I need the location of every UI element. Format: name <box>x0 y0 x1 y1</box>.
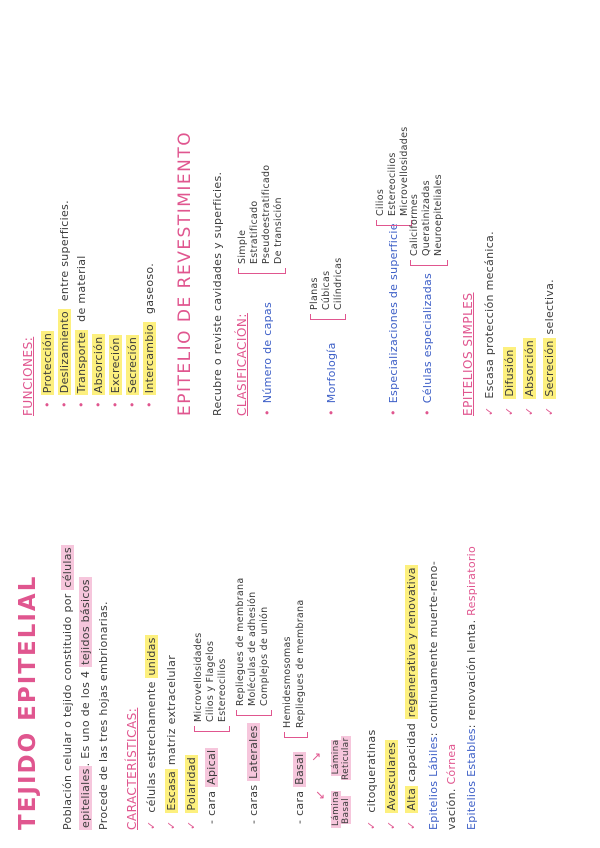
epitelios-labiles: Epitelios Lábiles: continuamente muerte-reno- <box>427 560 440 830</box>
caract-item-6: ✓ Alta capacidad regenerativa y renovativa <box>405 567 418 830</box>
funcion-item: •Absorción <box>92 336 105 408</box>
highlight-celulas: células <box>61 547 74 588</box>
check-icon: ✓ <box>543 406 556 416</box>
lamina-reticular-label: Lámina Reticular <box>331 737 351 780</box>
recubre-text: Recubre o reviste cavidades y superficies. <box>211 171 224 416</box>
intro-line-3: Procede de las tres hojas embrionarias. <box>97 601 110 830</box>
lamina-basal-label: Lámina Basal <box>331 791 351 826</box>
simples-item-2: ✓ Difusión <box>503 349 516 416</box>
check-icon: ✓ <box>165 820 178 830</box>
apical-bracket <box>194 726 230 732</box>
check-icon: ✓ <box>483 406 496 416</box>
check-icon: ✓ <box>405 820 418 830</box>
celulas-especializadas-label: •Células especializadas <box>421 272 434 416</box>
epitelios-estables: Epitelios Estables: renovación lenta. Respiratorio <box>465 545 478 830</box>
morfologia-label: •Morfología <box>325 342 338 416</box>
simples-item-4: ✓ Secreción selectiva. <box>543 279 556 416</box>
basal-bracket <box>284 732 308 738</box>
funcion-item: •Secreción <box>126 336 139 408</box>
arrow-down-left-icon: ↙ <box>313 789 327 800</box>
laterales-bracket <box>236 710 272 716</box>
highlight-apical: Apical <box>205 749 218 785</box>
caract-item-5: ✓ Avasculares <box>385 741 398 830</box>
funcion-item: •Transportede material <box>75 255 88 408</box>
highlight-epiteliales: epiteliales <box>79 768 92 828</box>
basal-line: - cara Basal <box>293 753 306 824</box>
rotated-notes-page: TEJIDO EPITELIAL Población celular o tejido constituido por células epiteliales. Es uno de los 4 tejidos básicos Procede de las tres hojas embrionarias. CARACTERÍSTICAS: ✓ células estrechamente unidas ✓ Escasa matriz extracelular ✓ Polaridad - cara Apical Microvellosidades Cilios y Flagelos Estereocilios - caras Laterales Repliegues de membrana Moléculas de adhesión Complejos de unión - cara Basal Hemidesmosomas Repliegues de membrana ↙ ↘ Lámina Basal Lámina Reticular ✓ citoqueratinas ✓ Avasculares ✓ Alta capacidad regenerativa y renovativa Epitelios Lábiles: continuamente muerte-reno- vación. Córnea Epitelios Estables: renovación lenta. Respiratorio FUNCIONES: •Protección •Deslizamientoentre superficies. •Transportede material •Absorción •Excreción •Secreción •Intercambiogaseoso. EPITELIO DE REVESTIMIENTO Recubre o reviste cavidades y superficies. CLASIFICACIÓN: •Número de capas Simple Estratificado Pseudoestratificado De transición •Morfología Planas Cúbicas Cilíndricas •Especializaciones de superficie Cilios Estereocilios Microvellosidades •Células especializadas Caliciformes Queratinizadas Neuroepiteliales EPITELIOS SIMPLES ✓ Escasa protección mecánica. ✓ Difusión ✓ Absorción ✓ Secreción selectiva. <box>15 126 556 830</box>
caract-item-2: ✓ Escasa matriz extracelular <box>165 654 178 830</box>
check-icon: ✓ <box>385 820 398 830</box>
check-icon: ✓ <box>523 406 536 416</box>
intro-line-1: Población celular o tejido constituido por células <box>61 547 74 830</box>
check-icon: ✓ <box>185 820 198 830</box>
highlight-laterales: Laterales <box>247 725 260 779</box>
check-icon: ✓ <box>145 820 158 830</box>
caract-item-3: ✓ Polaridad <box>185 756 198 830</box>
revestimiento-title: EPITELIO DE REVESTIMIENTO <box>175 130 195 416</box>
intro-line-2: epiteliales. Es uno de los 4 tejidos básicos <box>79 579 92 828</box>
caract-item-4: ✓ citoqueratinas <box>365 729 378 830</box>
simples-item-1: ✓ Escasa protección mecánica. <box>483 231 496 416</box>
highlight-basal: Basal <box>293 753 306 785</box>
esp-superficie-label: •Especializaciones de superficie <box>387 223 400 416</box>
highlight-tejidos-basicos: tejidos básicos <box>79 579 92 665</box>
arrow-down-right-icon: ↘ <box>309 751 323 762</box>
epitelios-labiles-cont: vación. Córnea <box>445 743 458 830</box>
page-title: TEJIDO EPITELIAL <box>15 574 41 830</box>
capas-bracket <box>238 268 286 274</box>
check-icon: ✓ <box>503 406 516 416</box>
caracteristicas-heading: CARACTERÍSTICAS: <box>125 707 139 830</box>
epitelios-simples-heading: EPITELIOS SIMPLES <box>461 292 475 416</box>
capas-label: •Número de capas <box>261 302 274 416</box>
funcion-item: •Deslizamientoentre superficies. <box>58 200 71 408</box>
esp-superficie-bracket <box>376 220 412 226</box>
funcion-item: •Excreción <box>109 337 122 408</box>
simples-item-3: ✓ Absorción <box>523 339 536 416</box>
highlight-unidas: unidas <box>145 637 158 676</box>
funcion-item: •Protección <box>41 332 54 408</box>
clasificacion-heading: CLASIFICACIÓN: <box>235 313 249 416</box>
funcion-item: •Intercambiogaseoso. <box>143 262 156 408</box>
caract-item-1: ✓ células estrechamente unidas <box>145 637 158 830</box>
celulas-especializadas-bracket <box>410 260 448 266</box>
funciones-heading: FUNCIONES: <box>21 336 35 416</box>
morfologia-bracket <box>310 314 346 320</box>
check-icon: ✓ <box>365 820 378 830</box>
apical-line: - cara Apical <box>205 749 218 824</box>
laterales-line: - caras Laterales <box>247 725 260 824</box>
